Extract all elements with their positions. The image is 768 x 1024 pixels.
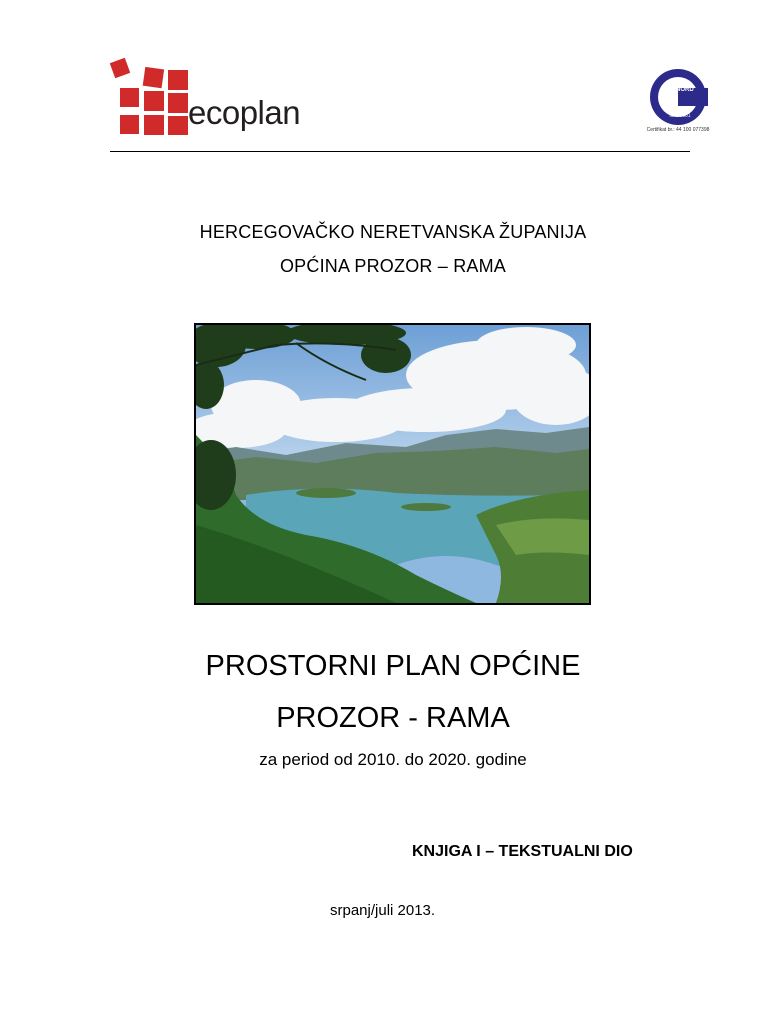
municipality-name: OPĆINA PROZOR – RAMA — [279, 256, 507, 276]
header-divider — [110, 151, 690, 152]
plan-period: za period od 2010. do 2020. godine — [259, 750, 527, 769]
company-name: ecoplan — [188, 94, 301, 131]
book-label: KNJIGA I – TEKSTUALNI DIO — [412, 843, 633, 860]
document-title-line1: PROSTORNI PLAN OPĆINE — [205, 650, 581, 682]
county-name: HERCEGOVAČKO NERETVANSKA ŽUPANIJA — [199, 222, 587, 242]
document-title-line2: PROZOR - RAMA — [276, 702, 510, 734]
ecoplan-logo-mark — [108, 58, 192, 138]
badge-bottom-text: ISO 9001 — [669, 113, 691, 119]
cover-photo — [194, 323, 591, 605]
document-date: srpanj/juli 2013. — [330, 902, 436, 919]
badge-top-text: TÜV NORD — [662, 87, 694, 93]
certificate-number: Certifikat br.: 44 100 077398 — [646, 127, 710, 133]
